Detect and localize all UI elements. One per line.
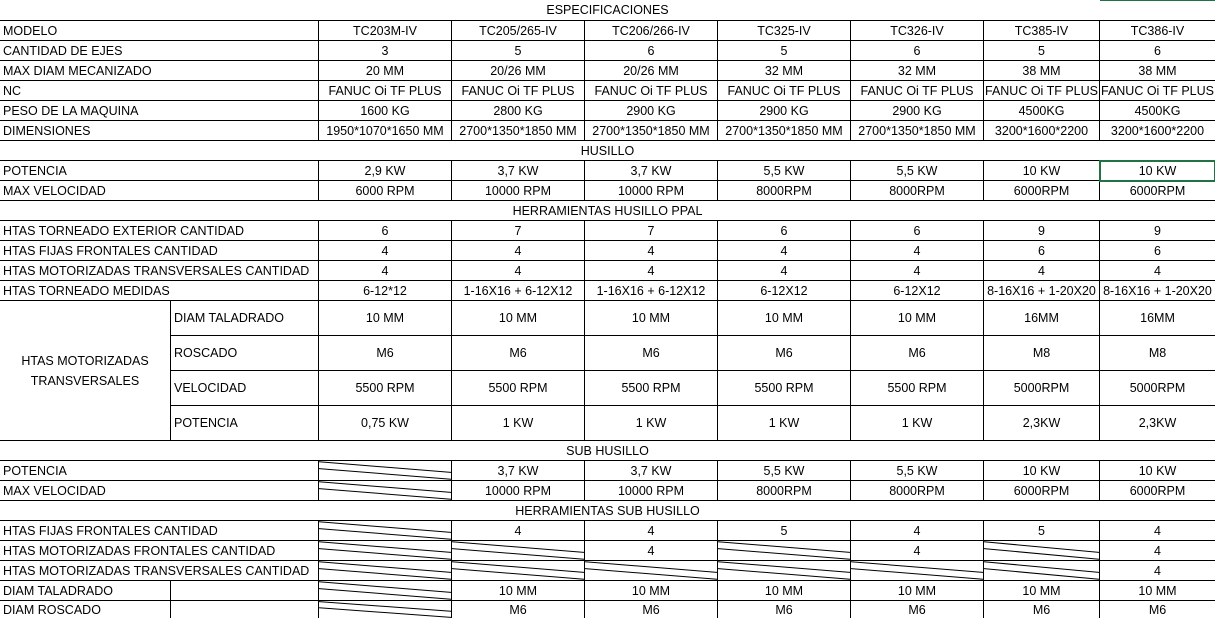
value-cell-fijas-3[interactable]: 4 <box>584 241 717 260</box>
value-cell-peso-7[interactable]: 4500KG <box>1099 101 1215 120</box>
value-cell-m_roscado-6[interactable]: M8 <box>983 336 1099 370</box>
value-cell-maxdiam-2[interactable]: 20/26 MM <box>451 61 584 80</box>
value-cell-m_vel-4[interactable]: 5500 RPM <box>717 371 850 405</box>
value-cell-s_diamros-7[interactable]: M6 <box>1099 601 1215 618</box>
value-cell-s_diamtal-3[interactable]: 10 MM <box>584 581 717 600</box>
diagonal-hatch-icon <box>319 561 451 580</box>
value-cell-h_potencia-4[interactable]: 5,5 KW <box>717 161 850 180</box>
value-cell-s_diamros-5[interactable]: M6 <box>850 601 983 618</box>
value-cell-medidas-4[interactable]: 6-12X12 <box>717 281 850 300</box>
value-cell-peso-1[interactable]: 1600 KG <box>318 101 451 120</box>
value-cell-dim-6[interactable]: 3200*1600*2200 <box>983 121 1099 140</box>
value-cell-s_motofront-5[interactable]: 4 <box>850 541 983 560</box>
value-cell-medidas-7[interactable]: 8-16X16 + 1-20X20 <box>1099 281 1215 300</box>
diagonal-hatch-icon <box>319 581 451 600</box>
value-cell-nc-5[interactable]: FANUC Oi TF PLUS <box>850 81 983 100</box>
value-cell-s_fijas-3[interactable]: 4 <box>584 521 717 540</box>
section-husillo <box>0 141 1215 161</box>
value-cell-s_maxvel-4[interactable]: 8000RPM <box>717 481 850 500</box>
row-label-s_diamtal[interactable]: DIAM TALADRADO <box>3 583 113 598</box>
row-sub-mototrans <box>0 561 1215 581</box>
value-cell-m_vel-5[interactable]: 5500 RPM <box>850 371 983 405</box>
value-cell-s_potencia-5[interactable]: 5,5 KW <box>850 461 983 480</box>
diagonal-hatch-icon <box>984 541 1099 560</box>
value-cell-s_diamtal-6[interactable]: 10 MM <box>983 581 1099 600</box>
value-cell-m_diam-7[interactable]: 16MM <box>1099 301 1215 335</box>
row-label-mototrans[interactable]: HTAS MOTORIZADAS TRANSVERSALES CANTIDAD <box>3 263 310 278</box>
value-cell-nc-3[interactable]: FANUC Oi TF PLUS <box>584 81 717 100</box>
value-cell-s_diamtal-2[interactable]: 10 MM <box>451 581 584 600</box>
row-husillo-maxvel <box>0 181 1215 201</box>
row-mototrans <box>0 261 1215 281</box>
value-cell-dim-1[interactable]: 1950*1070*1650 MM <box>318 121 451 140</box>
value-cell-h_maxvel-4[interactable]: 8000RPM <box>717 181 850 200</box>
value-cell-h_maxvel-5[interactable]: 8000RPM <box>850 181 983 200</box>
diagonal-hatch-icon <box>851 561 983 580</box>
value-cell-ext-7[interactable]: 9 <box>1099 221 1215 240</box>
value-cell-s_potencia-1[interactable] <box>318 461 451 480</box>
model-header-2[interactable]: TC205/265-IV <box>451 21 584 40</box>
value-cell-mototrans-4[interactable]: 4 <box>717 261 850 280</box>
value-cell-h_potencia-1[interactable]: 2,9 KW <box>318 161 451 180</box>
value-cell-ejes-4[interactable]: 5 <box>717 41 850 60</box>
value-cell-mototrans-3[interactable]: 4 <box>584 261 717 280</box>
value-cell-s_mototrans-2[interactable] <box>451 561 584 580</box>
value-cell-s_motofront-7[interactable]: 4 <box>1099 541 1215 560</box>
value-cell-s_diamros-2[interactable]: M6 <box>451 601 584 618</box>
row-label-h_maxvel[interactable]: MAX VELOCIDAD <box>3 183 106 198</box>
value-cell-s_diamtal-4[interactable]: 10 MM <box>717 581 850 600</box>
label-modelo[interactable]: MODELO <box>3 23 58 38</box>
value-cell-s_mototrans-1[interactable] <box>318 561 451 580</box>
value-cell-dim-5[interactable]: 2700*1350*1850 MM <box>850 121 983 140</box>
row-label-fijas[interactable]: HTAS FIJAS FRONTALES CANTIDAD <box>3 243 218 258</box>
row-label-ejes[interactable]: CANTIDAD DE EJES <box>3 43 123 58</box>
value-cell-nc-4[interactable]: FANUC Oi TF PLUS <box>717 81 850 100</box>
row-sub-motofront <box>0 541 1215 561</box>
diagonal-hatch-icon <box>452 561 584 580</box>
value-cell-m_roscado-3[interactable]: M6 <box>584 336 717 370</box>
value-cell-fijas-4[interactable]: 4 <box>717 241 850 260</box>
model-header-1[interactable]: TC203M-IV <box>318 21 451 40</box>
value-cell-m_vel-7[interactable]: 5000RPM <box>1099 371 1215 405</box>
diagonal-hatch-icon <box>319 521 451 540</box>
value-cell-s_maxvel-2[interactable]: 10000 RPM <box>451 481 584 500</box>
value-cell-m_pot-1[interactable]: 0,75 KW <box>318 406 451 440</box>
value-cell-s_motofront-1[interactable] <box>318 541 451 560</box>
title-row <box>0 0 1215 21</box>
value-cell-h_maxvel-1[interactable]: 6000 RPM <box>318 181 451 200</box>
value-cell-m_pot-6[interactable]: 2,3KW <box>983 406 1099 440</box>
value-cell-fijas-2[interactable]: 4 <box>451 241 584 260</box>
value-cell-peso-2[interactable]: 2800 KG <box>451 101 584 120</box>
value-cell-m_roscado-5[interactable]: M6 <box>850 336 983 370</box>
model-header-4[interactable]: TC325-IV <box>717 21 850 40</box>
value-cell-s_potencia-3[interactable]: 3,7 KW <box>584 461 717 480</box>
value-cell-ejes-1[interactable]: 3 <box>318 41 451 60</box>
value-cell-dim-7[interactable]: 3200*1600*2200 <box>1099 121 1215 140</box>
value-cell-medidas-3[interactable]: 1-16X16 + 6-12X12 <box>584 281 717 300</box>
value-cell-m_vel-6[interactable]: 5000RPM <box>983 371 1099 405</box>
value-cell-medidas-1[interactable]: 6-12*12 <box>318 281 451 300</box>
row-m-roscado <box>0 336 1215 371</box>
value-cell-peso-3[interactable]: 2900 KG <box>584 101 717 120</box>
value-cell-s_potencia-6[interactable]: 10 KW <box>983 461 1099 480</box>
row-ext <box>0 221 1215 241</box>
row-m-pot <box>0 406 1215 441</box>
value-cell-fijas-7[interactable]: 6 <box>1099 241 1215 260</box>
diagonal-hatch-icon <box>718 561 850 580</box>
diagonal-hatch-icon <box>319 541 451 560</box>
value-cell-maxdiam-3[interactable]: 20/26 MM <box>584 61 717 80</box>
value-cell-h_maxvel-2[interactable]: 10000 RPM <box>451 181 584 200</box>
empty-cell[interactable] <box>170 601 318 618</box>
row-husillo-potencia <box>0 161 1215 181</box>
value-cell-m_pot-5[interactable]: 1 KW <box>850 406 983 440</box>
value-cell-s_mototrans-5[interactable] <box>850 561 983 580</box>
diagonal-hatch-icon <box>319 601 451 618</box>
row-label-s_mototrans[interactable]: HTAS MOTORIZADAS TRANSVERSALES CANTIDAD <box>3 563 310 578</box>
section-herr-ppal-label[interactable]: HERRAMIENTAS HUSILLO PPAL <box>512 203 703 218</box>
value-cell-s_potencia-2[interactable]: 3,7 KW <box>451 461 584 480</box>
row-label-s_potencia[interactable]: POTENCIA <box>3 463 67 478</box>
row-maxdiam <box>0 61 1215 81</box>
value-cell-m_roscado-4[interactable]: M6 <box>717 336 850 370</box>
sub-label-m_pot[interactable]: POTENCIA <box>170 406 318 440</box>
row-label-dim[interactable]: DIMENSIONES <box>3 123 91 138</box>
value-cell-ext-4[interactable]: 6 <box>717 221 850 240</box>
value-cell-medidas-2[interactable]: 1-16X16 + 6-12X12 <box>451 281 584 300</box>
value-cell-mototrans-2[interactable]: 4 <box>451 261 584 280</box>
value-cell-m_diam-3[interactable]: 10 MM <box>584 301 717 335</box>
row-label-s_maxvel[interactable]: MAX VELOCIDAD <box>3 483 106 498</box>
value-cell-mototrans-7[interactable]: 4 <box>1099 261 1215 280</box>
value-cell-nc-1[interactable]: FANUC Oi TF PLUS <box>318 81 451 100</box>
value-cell-fijas-6[interactable]: 6 <box>983 241 1099 260</box>
row-sub-diamtal <box>0 581 1215 601</box>
value-cell-s_maxvel-5[interactable]: 8000RPM <box>850 481 983 500</box>
value-cell-m_diam-5[interactable]: 10 MM <box>850 301 983 335</box>
diagonal-hatch-icon <box>452 541 584 560</box>
section-herr-ppal <box>0 201 1215 221</box>
value-cell-mototrans-6[interactable]: 4 <box>983 261 1099 280</box>
diagonal-hatch-icon <box>984 561 1099 580</box>
value-cell-dim-4[interactable]: 2700*1350*1850 MM <box>717 121 850 140</box>
value-cell-s_fijas-4[interactable]: 5 <box>717 521 850 540</box>
value-cell-s_diamros-3[interactable]: M6 <box>584 601 717 618</box>
section-sub <box>0 441 1215 461</box>
value-cell-m_pot-7[interactable]: 2,3KW <box>1099 406 1215 440</box>
value-cell-s_motofront-2[interactable] <box>451 541 584 560</box>
value-cell-s_potencia-4[interactable]: 5,5 KW <box>717 461 850 480</box>
value-cell-m_diam-1[interactable]: 10 MM <box>318 301 451 335</box>
row-sub-maxvel <box>0 481 1215 501</box>
section-herr-sub-label[interactable]: HERRAMIENTAS SUB HUSILLO <box>515 503 700 518</box>
value-cell-ext-6[interactable]: 9 <box>983 221 1099 240</box>
value-cell-m_pot-2[interactable]: 1 KW <box>451 406 584 440</box>
diagonal-hatch-icon <box>718 541 850 560</box>
value-cell-ext-3[interactable]: 7 <box>584 221 717 240</box>
value-cell-ejes-2[interactable]: 5 <box>451 41 584 60</box>
row-m-vel <box>0 371 1215 406</box>
table-title[interactable]: ESPECIFICACIONES <box>546 3 669 17</box>
value-cell-m_roscado-2[interactable]: M6 <box>451 336 584 370</box>
row-label-ext[interactable]: HTAS TORNEADO EXTERIOR CANTIDAD <box>3 223 245 238</box>
value-cell-s_fijas-6[interactable]: 5 <box>983 521 1099 540</box>
row-fijas <box>0 241 1215 261</box>
value-cell-s_motofront-6[interactable] <box>983 541 1099 560</box>
value-cell-maxdiam-1[interactable]: 20 MM <box>318 61 451 80</box>
value-cell-s_mototrans-4[interactable] <box>717 561 850 580</box>
value-cell-s_diamros-6[interactable]: M6 <box>983 601 1099 618</box>
value-cell-m_vel-3[interactable]: 5500 RPM <box>584 371 717 405</box>
row-label-s_diamros[interactable]: DIAM ROSCADO <box>3 602 101 617</box>
value-cell-medidas-6[interactable]: 8-16X16 + 1-20X20 <box>983 281 1099 300</box>
value-cell-s_fijas-5[interactable]: 4 <box>850 521 983 540</box>
row-medidas <box>0 281 1215 301</box>
value-cell-mototrans-5[interactable]: 4 <box>850 261 983 280</box>
model-header-5[interactable]: TC326-IV <box>850 21 983 40</box>
value-cell-s_fijas-2[interactable]: 4 <box>451 521 584 540</box>
value-cell-s_diamtal-1[interactable] <box>318 581 451 600</box>
value-cell-h_maxvel-6[interactable]: 6000RPM <box>983 181 1099 200</box>
model-header-7[interactable]: TC386-IV <box>1099 21 1215 40</box>
row-label-maxdiam[interactable]: MAX DIAM MECANIZADO <box>3 63 152 78</box>
row-label-medidas[interactable]: HTAS TORNEADO MEDIDAS <box>3 283 170 298</box>
value-cell-m_pot-3[interactable]: 1 KW <box>584 406 717 440</box>
column-header-edge <box>1100 0 1215 1</box>
value-cell-s_mototrans-7[interactable]: 4 <box>1099 561 1215 580</box>
value-cell-dim-2[interactable]: 2700*1350*1850 MM <box>451 121 584 140</box>
merged-label-line1: HTAS MOTORIZADAS <box>21 353 149 368</box>
value-cell-h_potencia-5[interactable]: 5,5 KW <box>850 161 983 180</box>
diagonal-hatch-icon <box>319 461 451 480</box>
row-sub-potencia <box>0 461 1215 481</box>
value-cell-h_maxvel-7[interactable]: 6000RPM <box>1099 181 1215 200</box>
value-cell-nc-6[interactable]: FANUC Oi TF PLUS <box>983 81 1099 100</box>
section-herr-sub <box>0 501 1215 521</box>
value-cell-dim-3[interactable]: 2700*1350*1850 MM <box>584 121 717 140</box>
value-cell-maxdiam-7[interactable]: 38 MM <box>1099 61 1215 80</box>
value-cell-m_diam-6[interactable]: 16MM <box>983 301 1099 335</box>
value-cell-m_pot-4[interactable]: 1 KW <box>717 406 850 440</box>
value-cell-h_potencia-7[interactable]: 10 KW <box>1099 161 1215 180</box>
value-cell-s_fijas-1[interactable] <box>318 521 451 540</box>
value-cell-s_mototrans-3[interactable] <box>584 561 717 580</box>
value-cell-s_motofront-4[interactable] <box>717 541 850 560</box>
value-cell-s_potencia-7[interactable]: 10 KW <box>1099 461 1215 480</box>
value-cell-ext-5[interactable]: 6 <box>850 221 983 240</box>
value-cell-fijas-1[interactable]: 4 <box>318 241 451 260</box>
value-cell-s_motofront-3[interactable]: 4 <box>584 541 717 560</box>
value-cell-ext-1[interactable]: 6 <box>318 221 451 240</box>
value-cell-maxdiam-4[interactable]: 32 MM <box>717 61 850 80</box>
value-cell-m_roscado-7[interactable]: M8 <box>1099 336 1215 370</box>
value-cell-m_vel-1[interactable]: 5500 RPM <box>318 371 451 405</box>
sub-label-m_roscado[interactable]: ROSCADO <box>170 336 318 370</box>
value-cell-ejes-5[interactable]: 6 <box>850 41 983 60</box>
value-cell-h_potencia-6[interactable]: 10 KW <box>983 161 1099 180</box>
value-cell-s_maxvel-6[interactable]: 6000RPM <box>983 481 1099 500</box>
row-nc <box>0 81 1215 101</box>
value-cell-m_diam-2[interactable]: 10 MM <box>451 301 584 335</box>
value-cell-s_maxvel-1[interactable] <box>318 481 451 500</box>
row-sub-fijas <box>0 521 1215 541</box>
value-cell-s_diamros-1[interactable] <box>318 601 451 618</box>
value-cell-maxdiam-6[interactable]: 38 MM <box>983 61 1099 80</box>
row-label-s_motofront[interactable]: HTAS MOTORIZADAS FRONTALES CANTIDAD <box>3 543 276 558</box>
value-cell-nc-7[interactable]: FANUC Oi TF PLUS <box>1099 81 1215 100</box>
value-cell-h_maxvel-3[interactable]: 10000 RPM <box>584 181 717 200</box>
value-cell-medidas-5[interactable]: 6-12X12 <box>850 281 983 300</box>
value-cell-ext-2[interactable]: 7 <box>451 221 584 240</box>
row-peso <box>0 101 1215 121</box>
sub-label-m_vel[interactable]: VELOCIDAD <box>170 371 318 405</box>
row-m-diam <box>0 301 1215 336</box>
value-cell-s_mototrans-6[interactable] <box>983 561 1099 580</box>
row-ejes <box>0 41 1215 61</box>
value-cell-s_diamtal-7[interactable]: 10 MM <box>1099 581 1215 600</box>
diagonal-hatch-icon <box>319 481 451 500</box>
model-header-3[interactable]: TC206/266-IV <box>584 21 717 40</box>
value-cell-ejes-3[interactable]: 6 <box>584 41 717 60</box>
value-cell-s_fijas-7[interactable]: 4 <box>1099 521 1215 540</box>
value-cell-m_vel-2[interactable]: 5500 RPM <box>451 371 584 405</box>
value-cell-ejes-7[interactable]: 6 <box>1099 41 1215 60</box>
row-label-nc[interactable]: NC <box>3 83 22 98</box>
row-sub-diamros <box>0 601 1215 618</box>
value-cell-ejes-6[interactable]: 5 <box>983 41 1099 60</box>
value-cell-peso-4[interactable]: 2900 KG <box>717 101 850 120</box>
value-cell-m_diam-4[interactable]: 10 MM <box>717 301 850 335</box>
value-cell-s_diamtal-5[interactable]: 10 MM <box>850 581 983 600</box>
value-cell-s_maxvel-7[interactable]: 6000RPM <box>1099 481 1215 500</box>
row-label-s_fijas[interactable]: HTAS FIJAS FRONTALES CANTIDAD <box>3 523 218 538</box>
value-cell-s_maxvel-3[interactable]: 10000 RPM <box>584 481 717 500</box>
value-cell-nc-2[interactable]: FANUC Oi TF PLUS <box>451 81 584 100</box>
value-cell-h_potencia-2[interactable]: 3,7 KW <box>451 161 584 180</box>
model-row <box>0 21 1215 41</box>
value-cell-mototrans-1[interactable]: 4 <box>318 261 451 280</box>
value-cell-m_roscado-1[interactable]: M6 <box>318 336 451 370</box>
model-header-6[interactable]: TC385-IV <box>983 21 1099 40</box>
empty-cell[interactable] <box>170 581 318 600</box>
diagonal-hatch-icon <box>585 561 717 580</box>
value-cell-s_diamros-4[interactable]: M6 <box>717 601 850 618</box>
merged-label-line2: TRANSVERSALES <box>30 373 140 388</box>
row-label-h_potencia[interactable]: POTENCIA <box>3 163 67 178</box>
sub-label-m_diam[interactable]: DIAM TALADRADO <box>170 301 318 335</box>
value-cell-maxdiam-5[interactable]: 32 MM <box>850 61 983 80</box>
section-husillo-label[interactable]: HUSILLO <box>580 143 635 158</box>
section-sub-label[interactable]: SUB HUSILLO <box>566 443 649 458</box>
row-label-peso[interactable]: PESO DE LA MAQUINA <box>3 103 139 118</box>
value-cell-peso-6[interactable]: 4500KG <box>983 101 1099 120</box>
value-cell-h_potencia-3[interactable]: 3,7 KW <box>584 161 717 180</box>
value-cell-peso-5[interactable]: 2900 KG <box>850 101 983 120</box>
value-cell-fijas-5[interactable]: 4 <box>850 241 983 260</box>
row-dim <box>0 121 1215 141</box>
merged-htas-motorizadas[interactable] <box>0 301 170 440</box>
